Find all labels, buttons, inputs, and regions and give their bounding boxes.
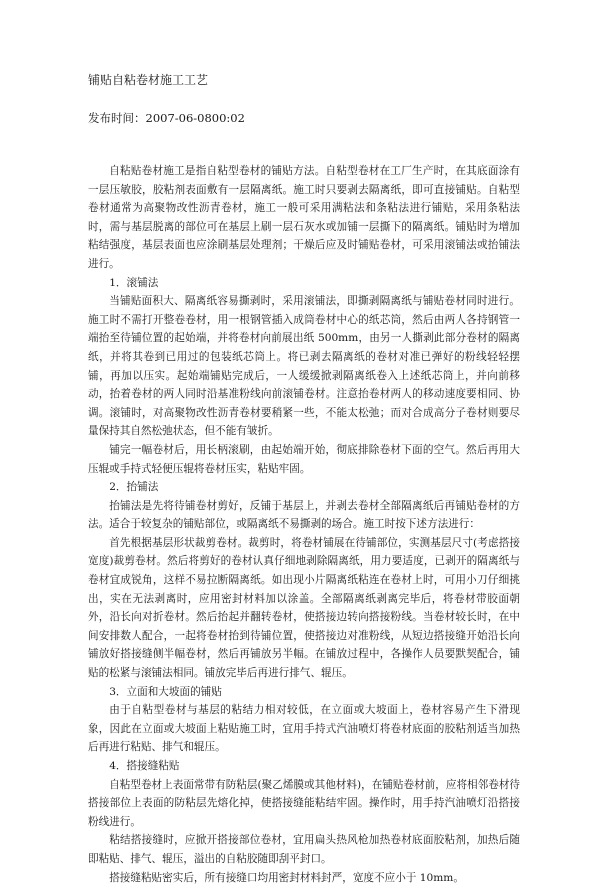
- section-heading-lifting: 2．抬铺法: [109, 481, 159, 494]
- paragraph-lifting-intro: 抬铺法是先将待铺卷材剪好，反铺于基层上，并剥去卷材全部隔离纸后再铺贴卷材的方法。适合于较复杂的铺贴部位，或隔离纸不易撕剥的场合。施工时按下述方法进行：: [88, 499, 520, 531]
- section-heading-seams: 4．搭接缝粘贴: [109, 760, 180, 772]
- paragraph-seams-2: 粘结搭接缝时，应掀开搭接部位卷材，宜用扁头热风枪加热卷材底面胶粘剂，加热后随即粘贴、排气、辊压，溢出的自粘胶随即刮平封口。: [88, 834, 520, 865]
- paragraph-rolling-finish: 铺完一幅卷材后，用长柄滚刷，由起始端开始，彻底排除卷材下面的空气。然后再用大压辊或手持式轻便压辊将卷材压实，粘贴牢固。: [88, 443, 520, 475]
- section-heading-vertical: 3．立面和大坡面的铺贴: [109, 685, 222, 698]
- paragraph-intro: 自粘贴卷材施工是指自粘型卷材的铺贴方法。自粘型卷材在工厂生产时，在其底面涂有一层压敏胶，胶粘剂表面敷有一层隔离纸。施工时只要剥去隔离纸，即可直接铺贴。自粘型卷材通常为高聚物改性沥青卷材，施工一般可采用满粘法和条粘法进行铺贴，采用条粘法时，需与基层脱离的部位可在基层上刷一层石灰水或加铺一层撕下的隔离纸。铺贴时为增加粘结强度，基层表面也应涂刷基层处理剂；干燥后应及时铺贴卷材，可采用滚铺法或抬铺法进行。: [88, 165, 520, 270]
- paragraph-vertical: 由于自粘型卷材与基层的粘结力相对较低，在立面或大坡面上，卷材容易产生下滑现象，因此在立面或大坡面上粘贴施工时，宜用手持式汽油喷灯将卷材底面的胶粘剂适当加热后再进行粘贴、排气和辊压。: [88, 704, 520, 754]
- article-body: [88, 162, 520, 887]
- paragraph-seams-1: 自粘型卷材上表面常带有防粘层(聚乙烯膜或其他材料)，在铺贴卷材前，应将相邻卷材待搭接部位上表面的防粘层先熔化掉，使搭接缝能粘结牢固。操作时，用手持汽油喷灯沿搭接粉线进行。: [88, 778, 521, 828]
- document-page: [88, 72, 520, 887]
- paragraph-seams-3: 搭接缝粘贴密实后，所有接缝口均用密封材料封严，宽度不应小于 10mm。: [109, 871, 464, 884]
- paragraph-lifting-steps: 首先根据基层形状裁剪卷材。裁剪时，将卷材铺展在待铺部位，实测基层尺寸(考虑搭接宽度)裁剪卷材。然后将剪好的卷材认真仔细地剥除隔离纸，用力要适度，已剥开的隔离纸与卷材宜成锐角，这样不易拉断隔离纸。如出现小片隔离纸粘连在卷材上时，可用小刀仔细挑出，实在无法剥离时，应用密封材料加以涂盖。全部隔离纸剥离完毕后，将卷材带胶面朝外，沿长向对折卷材。然后抬起并翻转卷材，使搭接边转向搭接粉线。当卷材较长时，在中间安排数人配合，一起将卷材抬到待铺位置，使搭接边对准粉线，从短边搭接缝开始沿长向铺放好搭接缝侧半幅卷材，然后再铺放另半幅。在铺放过程中，各操作人员要默契配合，铺贴的松紧与滚铺法相同。铺放完毕后再进行排气、辊压。: [88, 536, 520, 680]
- section-heading-rolling: 1．滚铺法: [109, 276, 159, 289]
- publish-date: 发布时间：2007-06-0800:02: [88, 111, 245, 125]
- paragraph-rolling-method: 当铺贴面积大、隔离纸容易撕剥时，采用滚铺法，即撕剥隔离纸与铺贴卷材同时进行。施工时不需打开整卷卷材，用一根钢管插入成筒卷材中心的纸芯筒，然后由两人各持钢管一端抬至待铺位置的起始端，并将卷材向前展出纸 500mm，由另一人撕剥此部分卷材的隔离纸，并将其卷到已用过的包装纸芯筒上。将已剥去隔离纸的卷材对准已弹好的粉线轻轻摆铺，再加以压实。起始端铺贴完成后，一人缓缓掀剥隔离纸卷入上述纸芯筒上，并向前移动，抬着卷材的两人同时沿基准粉线向前滚铺卷材。注意抬卷材两人的移动速度要相同、协调。滚铺时，对高聚物改性沥青卷材要稍紧一些，不能太松弛；而对合成高分子卷材则要尽量保持其自然松弛状态，但不能有皱折。: [88, 295, 520, 438]
- document-title: 铺贴自粘卷材施工工艺: [88, 73, 209, 87]
